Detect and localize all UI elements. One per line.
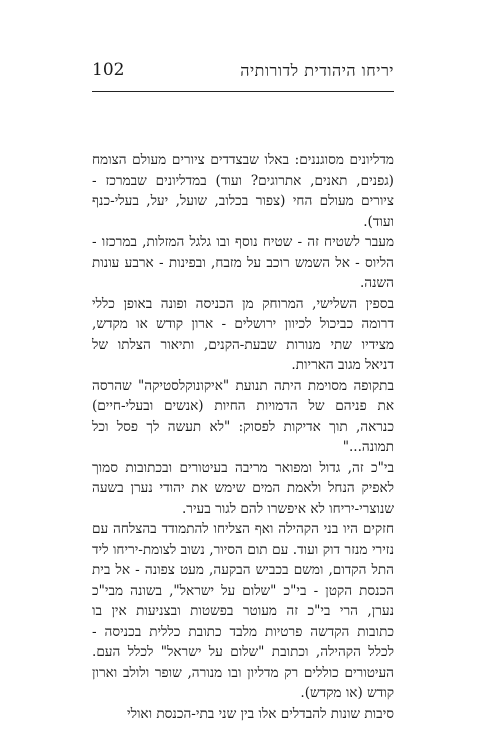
header-rule <box>92 91 394 92</box>
paragraph: סיבות שונות להבדלים אלו בין שני בתי-הכנסת ואולי <box>127 705 394 722</box>
page-header <box>92 60 394 92</box>
paragraph: מעבר לשטיח זה - שטיח נוסף ובו גלגל המזלות, במרכזו - הליוס - אל השמש רוכב על מזבח, ובפינות - ארבע עונות השנה. <box>92 234 394 291</box>
body-text <box>92 150 394 724</box>
running-head: יריחו היהודית לדורותיה <box>240 61 394 80</box>
paragraph: בספין השלישי, המרוחק מן הכניסה ופונה באופן כללי דרומה כביכול לכיוון ירושלים - ארון קודש או מקדש, מצידיו שתי מנורות שבעת-הקנים, ותיאור הצלתו של דניאל מגוב האריות. <box>92 295 394 373</box>
paragraph: חזקים היו בני הקהילה ואף הצליחו להתמודד בהצלחה עם נזירי מנזר דוק ועוד. עם תום הסיור, נשוב לצומת-יריחו ליד התל הקדום, ומשם בכביש הבקעה, מעט צפונה - אל בית הכנסת הקטן - בי"כ "שלום על ישראל", בשונה מבי"כ נערן, הרי בי"כ זה מעוטר בפשטות ובצניעות אין בו כתובות הקדשה פרטיות מלבד כתובת כללית בכניסה - לכלל הקהילה, וכתובת "שלום על ישראל" לכלל העם. העיטורים כוללים רק מדליון ובו מנורה, שופר ולולב וארון קודש (או מקדש). <box>92 521 394 701</box>
paragraph: מדליונים מסוגננים: באלו שבצדדים ציורים מעולם הצומח (גפנים, תאנים, אתרוגים? ועוד) במדליונים שבמרכז - ציורים מעולם החי (צפור בכלוב, שועל, יעל, בעלי-כנף ועוד). <box>92 152 394 230</box>
paragraph: בי"כ זה, גדול ומפואר מריבה בעיטורים ובכתובות סמוך לאפיק הנחל ולאמת המים שימש את יהודי נערן בשעה שנוצרי-יריחו לא איפשרו להם לגור בעיר. <box>92 459 394 517</box>
page-number: 102 <box>92 60 125 80</box>
paragraph: בתקופה מסוימת היתה תנועת "איקונוקלסטיקה" שהרסה את פניהם של הדמויות החיות (אנשים ובעלי-חיים) כנראה, תוך אדיקות לפסוק: "לא תעשה לך פסל וכל תמונה..." <box>92 377 394 455</box>
